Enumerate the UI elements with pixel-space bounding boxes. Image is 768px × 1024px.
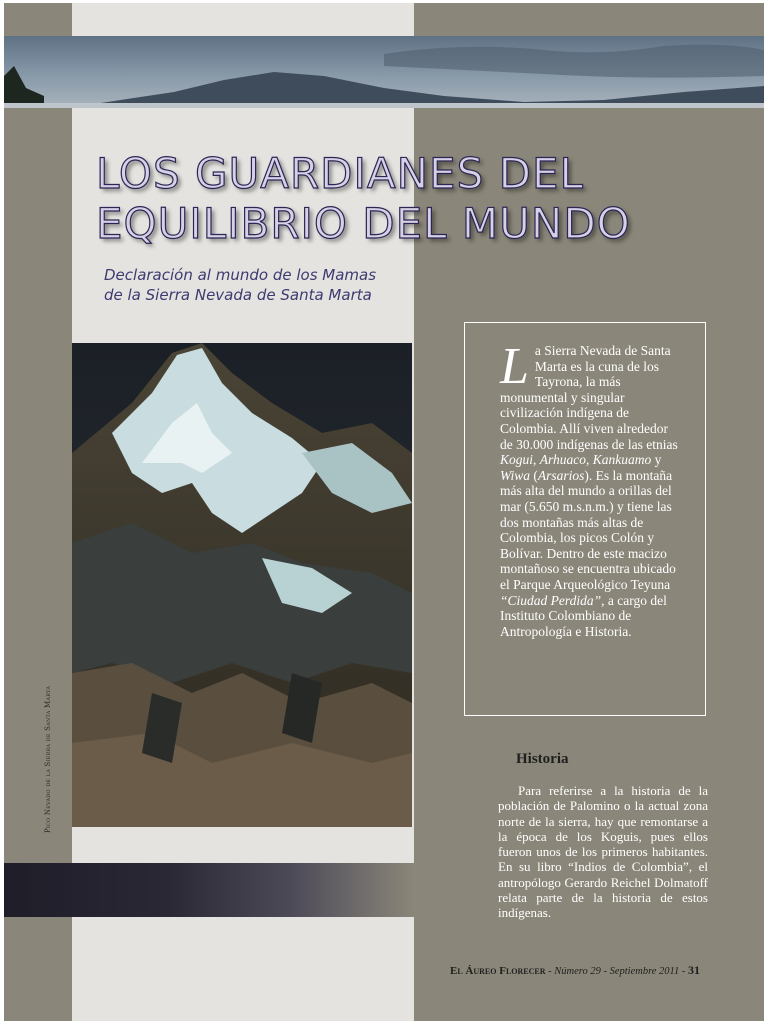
historia-paragraph: Para referirse a la historia de la población de Palomino o la actual zona norte de la sierra, hay que remontarse a la época de los Koguis, pues ellos fueron unos de los primeros habitantes. En su libro “Indios de Colombia”, el antropólogo Gerardo Reichel Dolmatoff relata parte de la historia de estos indígenas. bbox=[498, 783, 708, 921]
snowy-peak-photo bbox=[72, 343, 412, 827]
subtitle-line-2: de la Sierra Nevada de Santa Marta bbox=[104, 286, 372, 304]
page-number: 31 bbox=[688, 963, 701, 977]
magazine-name: El Áureo Florecer bbox=[450, 965, 546, 977]
decorative-dark-bar bbox=[4, 863, 414, 917]
page-footer: El Áureo Florecer - Número 29 - Septiembre 2011 - 31 bbox=[450, 963, 701, 977]
issue-info: Número 29 - Septiembre 2011 bbox=[554, 966, 680, 977]
photo-credit: Pico Nevado de la Sierra de Santa Marta bbox=[44, 685, 52, 833]
magazine-page bbox=[4, 3, 764, 1021]
article-subtitle bbox=[104, 265, 424, 305]
landscape-header-photo bbox=[4, 36, 764, 108]
title-line-1: LOS GUARDIANES DEL bbox=[96, 149, 584, 198]
title-line-2: EQUILIBRIO DEL MUNDO bbox=[96, 199, 631, 248]
intro-paragraph: La Sierra Nevada de Santa Marta es la cuna de los Tayrona, la más monumental y singular civilización indígena de Colombia. Allí viven alrededor de 30.000 indígenas de las etnias Kogui, Arhuaco, Kankuamo y Wiwa (Arsarios). Es la montaña más alta del mundo a orillas del mar (5.650 m.s.n.m.) y tiene las dos montañas más altas de Colombia, los picos Colón y Bolívar. Dentro de este macizo montañoso se encuentra ubicado el Parque Arqueológico Teyuna “Ciudad Perdida”, a cargo del Instituto Colombiano de Antropología e Historia. bbox=[500, 338, 678, 639]
section-heading-historia: Historia bbox=[516, 751, 569, 767]
subtitle-line-1: Declaración al mundo de los Mamas bbox=[104, 266, 377, 284]
drop-cap: L bbox=[500, 338, 529, 395]
intro-box bbox=[464, 322, 706, 716]
article-title bbox=[96, 149, 696, 249]
top-band bbox=[4, 3, 764, 36]
